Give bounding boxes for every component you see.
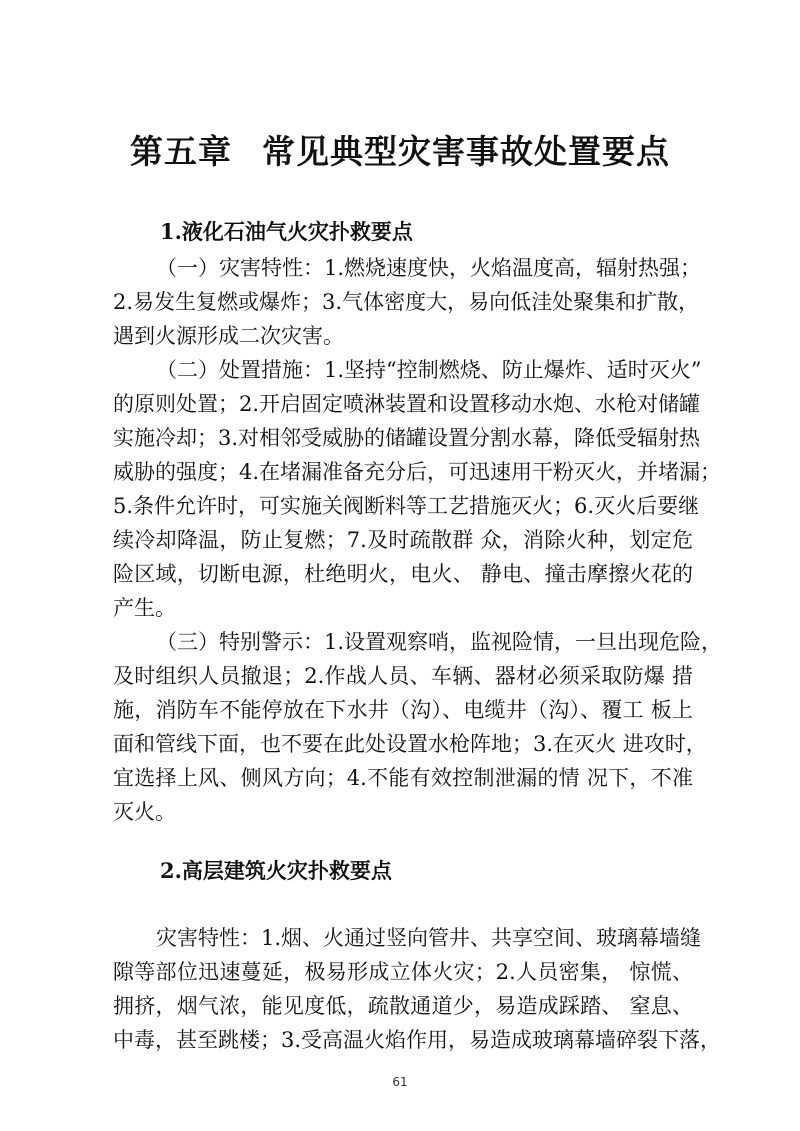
paragraph-line: 施，消防车不能停放在下水井（沟）、电缆井（沟）、覆工 板上 (113, 698, 693, 722)
paragraph-line: 灭火。 (113, 800, 176, 824)
paragraph-line: 面和管线下面，也不要在此处设置水枪阵地；3.在灭火 进攻时， (113, 732, 707, 756)
page-number: 61 (392, 1075, 408, 1089)
paragraph-line: 2.易发生复燃或爆炸；3.气体密度大，易向低洼处聚集和扩散， (113, 290, 700, 314)
chapter-title (0, 130, 800, 174)
paragraph-line: 隙等部位迅速蔓延，极易形成立体火灾；2.人员密集， 惊慌、 (113, 960, 693, 984)
paragraph-line: 威胁的强度；4.在堵漏准备充分后，可迅速用干粉灭火，并堵漏； (113, 460, 722, 484)
paragraph-line: 遇到火源形成二次灾害。 (113, 324, 344, 348)
section-heading-highrise-fire: 2.高层建筑火灾扑救要点 (160, 858, 392, 883)
paragraph-line: （三）特别警示：1.设置观察哨，监视险情，一旦出现危险， (156, 630, 723, 654)
paragraph-line: 及时组织人员撤退；2.作战人员、车辆、器材必须采取防爆 措 (113, 664, 693, 688)
paragraph-line: 续冷却降温，防止复燃；7.及时疏散群 众，消除火种，划定危 (113, 528, 693, 552)
paragraph-line: （二）处置措施：1.坚持“控制燃烧、防止爆炸、适时灭火” (156, 358, 702, 382)
paragraph-line: 险区域，切断电源，杜绝明火，电火、 静电、撞击摩擦火花的 (113, 562, 693, 586)
paragraph-line: （一）灾害特性：1.燃烧速度快，火焰温度高，辐射热强； (156, 256, 702, 280)
chapter-name: 常见典型灾害事故处置要点 (262, 132, 670, 171)
paragraph-line: 产生。 (113, 596, 176, 620)
paragraph-line: 5.条件允许时，可实施关阀断料等工艺措施灭火；6.灭火后要继 (113, 494, 700, 518)
chapter-number: 第五章 (130, 132, 232, 171)
section-heading-lpg-fire: 1.液化石油气火灾扑救要点 (160, 219, 413, 244)
paragraph-line: 的原则处置；2.开启固定喷淋装置和设置移动水炮、水枪对储罐 (113, 392, 701, 416)
paragraph-line: 宜选择上风、侧风方向；4.不能有效控制泄漏的情 况下，不准 (113, 766, 693, 790)
paragraph-line: 灾害特性：1.烟、火通过竖向管井、共享空间、玻璃幕墙缝 (156, 926, 702, 950)
paragraph-line: 拥挤，烟气浓，能见度低，疏散通道少，易造成踩踏、 窒息、 (113, 994, 693, 1018)
paragraph-line: 中毒，甚至跳楼；3.受高温火焰作用，易造成玻璃幕墙碎裂下落， (113, 1028, 722, 1052)
paragraph-line: 实施冷却；3.对相邻受威胁的储罐设置分割水幕，降低受辐射热 (113, 426, 701, 450)
